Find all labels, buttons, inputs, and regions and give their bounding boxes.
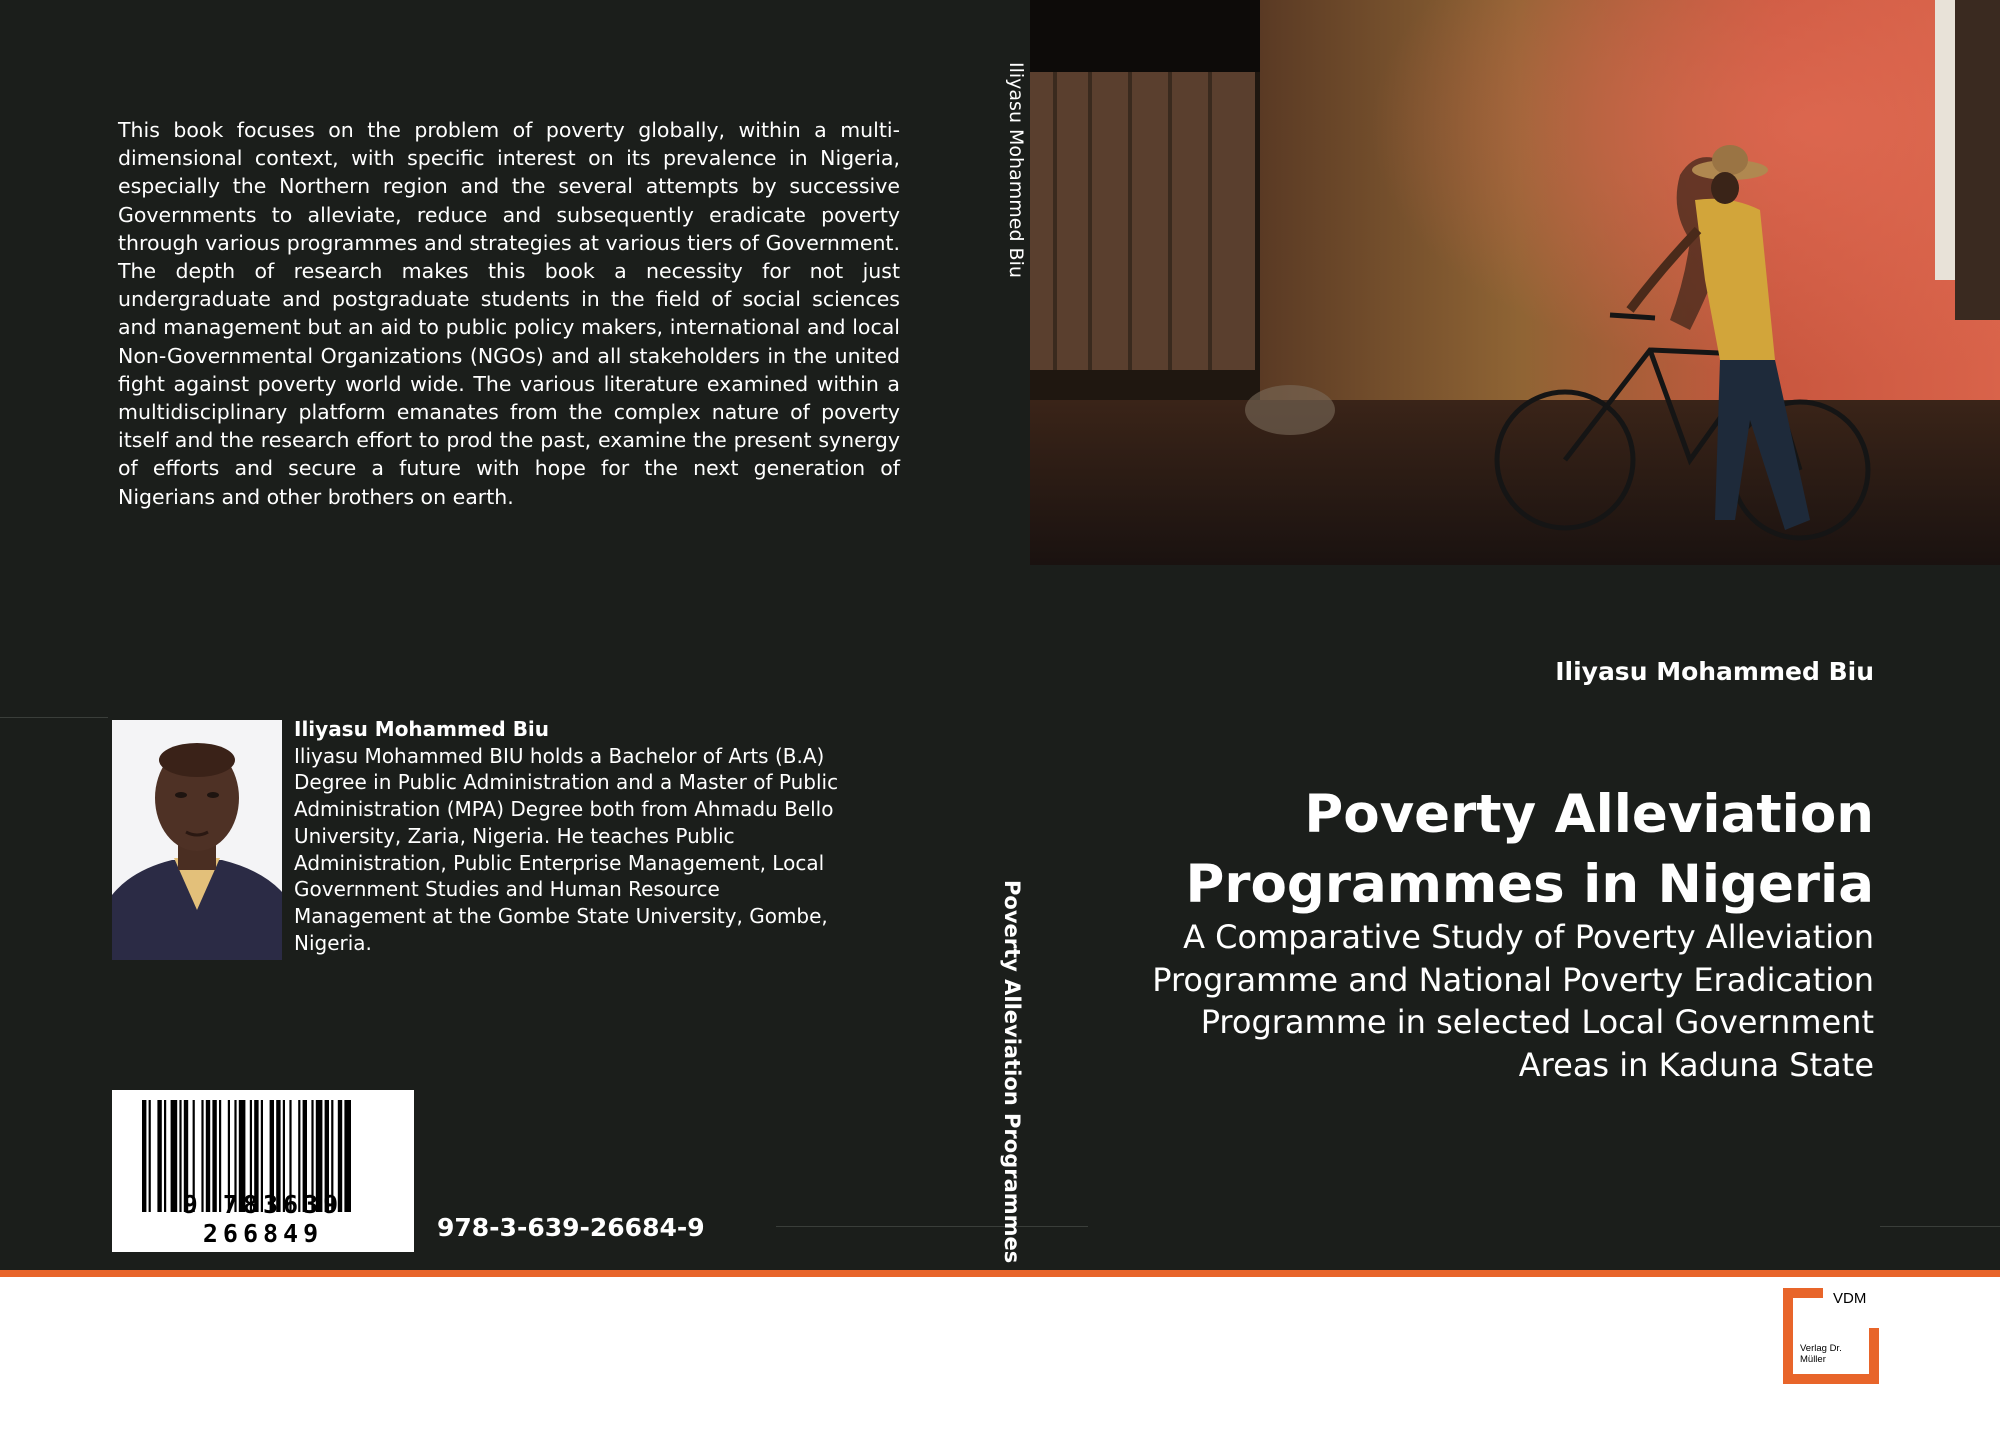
front-subtitle: A Comparative Study of Poverty Alleviation Programme and National Poverty Eradication Programme in selected Local Government Areas in Kaduna State xyxy=(1152,918,1874,1084)
accent-rule xyxy=(0,1270,2000,1277)
divider-line xyxy=(1880,1226,2000,1227)
publisher-name: Verlag Dr. Müller xyxy=(1800,1343,1842,1365)
barcode xyxy=(112,1090,414,1252)
author-photo xyxy=(112,720,282,960)
author-bio-block xyxy=(294,716,854,956)
divider-line xyxy=(776,1226,1088,1227)
spine-author: Iliyasu Mohammed Biu xyxy=(1005,62,1027,278)
barcode-digits: 9 783639 266849 xyxy=(182,1190,344,1248)
divider-line xyxy=(0,717,108,718)
isbn: 978-3-639-26684-9 xyxy=(437,1213,705,1242)
front-author: Iliyasu Mohammed Biu xyxy=(1555,657,1874,686)
author-bio: Iliyasu Mohammed BIU holds a Bachelor of Arts (B.A) Degree in Public Administration and a Master of Public Administration (MPA) Degree both from Ahmadu Bello University, Zaria, Nigeria. He teaches Public Administration, Public Enterprise Management, Local Government Studies and Human Resource Management at the Gombe State University, Gombe, Nigeria. xyxy=(294,743,839,955)
back-cover-blurb: This book focuses on the problem of poverty globally, within a multi-dimensional context, with specific interest on its prevalence in Nigeria, especially the Northern region and the several attempts by successive Governments to alleviate, reduce and subsequently eradicate poverty through various programmes and strategies at various tiers of Government. The depth of research makes this book a necessity for not just undergraduate and postgraduate students in the field of social sciences and management but an aid to public policy makers, international and local Non-Governmental Organizations (NGOs) and all stakeholders in the united fight against poverty world wide. The various literature examined within a multidisciplinary platform emanates from the complex nature of poverty itself and the research effort to prod the past, examine the present synergy of efforts and secure a future with hope for the next generation of Nigerians and other brothers on earth. xyxy=(118,118,900,509)
author-name-back: Iliyasu Mohammed Biu xyxy=(294,717,550,741)
front-title: Poverty Alleviation Programmes in Nigeria xyxy=(1185,784,1874,915)
cover-photograph xyxy=(1030,0,2000,565)
spine-title: Poverty Alleviation Programmes xyxy=(1000,880,1024,1264)
bottom-strip xyxy=(0,1277,2000,1441)
publisher-logo-text: VDM xyxy=(1833,1290,1867,1307)
